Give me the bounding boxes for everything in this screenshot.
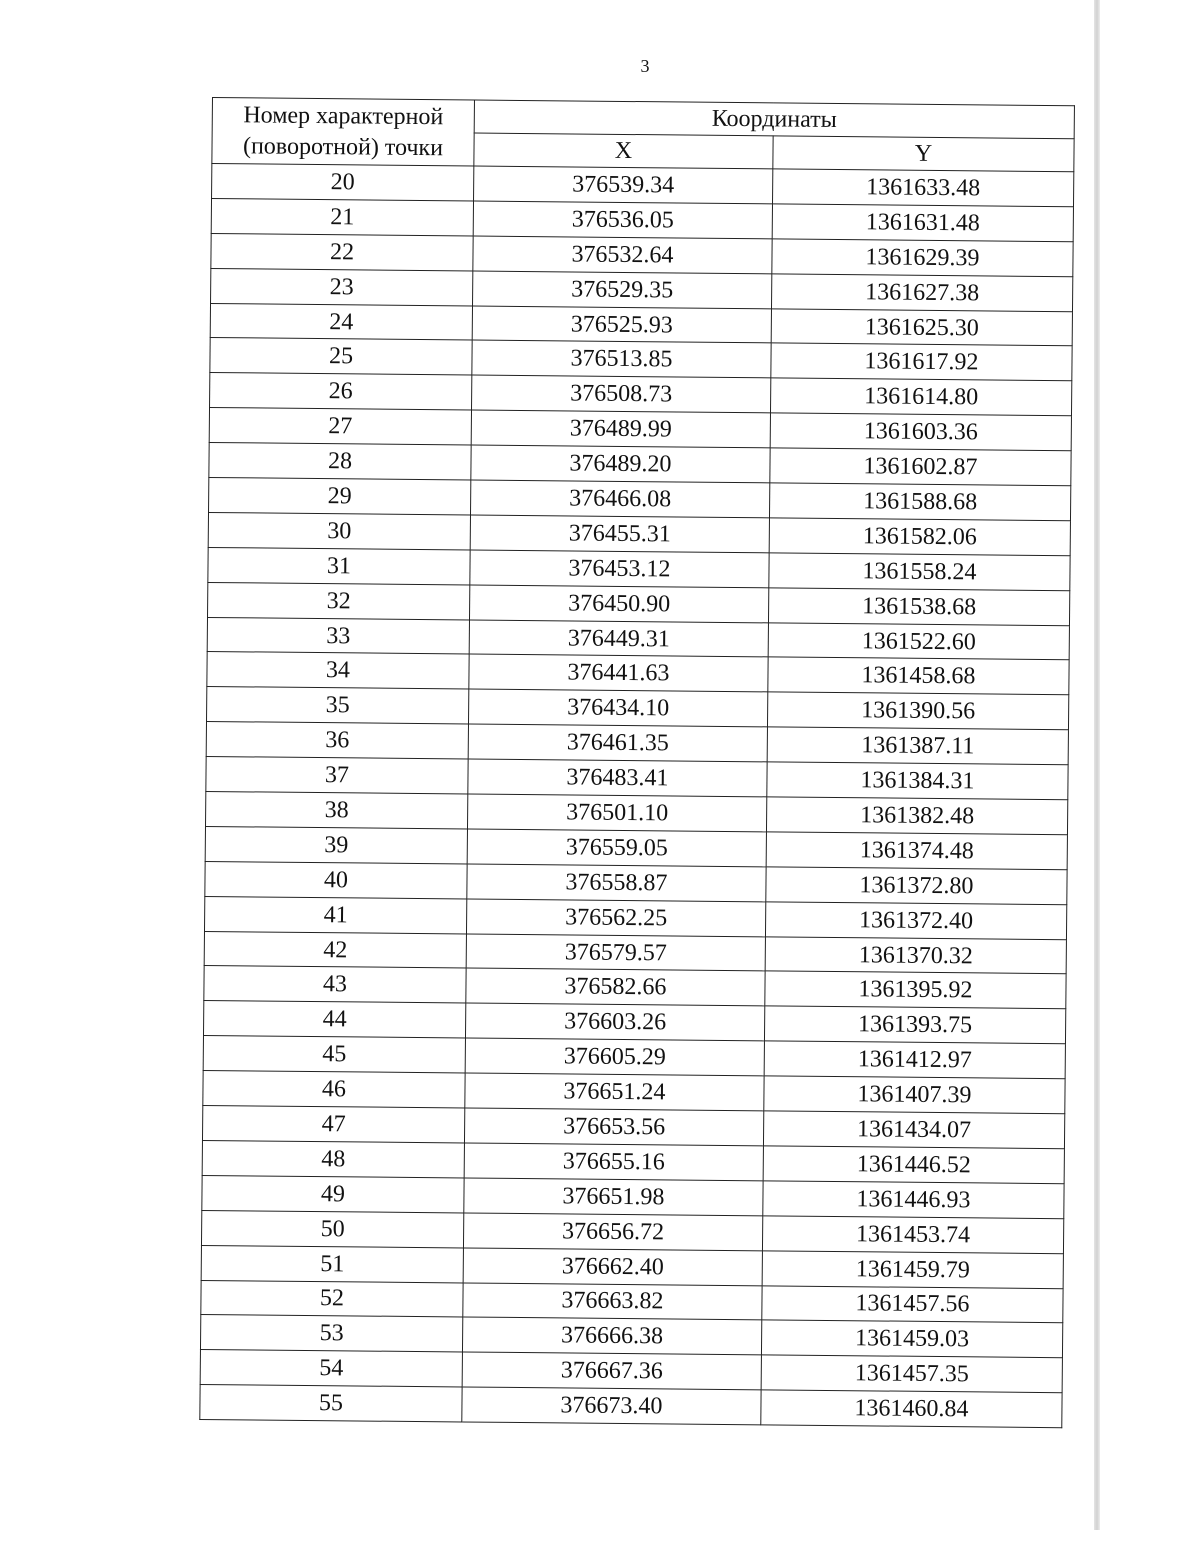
point-number-cell: 46 xyxy=(203,1071,465,1108)
y-coordinate-cell: 1361407.39 xyxy=(764,1076,1065,1114)
x-coordinate-cell: 376562.25 xyxy=(466,899,765,937)
y-coordinate-cell: 1361412.97 xyxy=(764,1041,1065,1079)
x-coordinate-cell: 376651.98 xyxy=(464,1178,763,1216)
point-number-cell: 22 xyxy=(211,233,473,270)
y-coordinate-cell: 1361602.87 xyxy=(770,448,1071,486)
table-body xyxy=(200,164,1074,1428)
y-coordinate-cell: 1361458.68 xyxy=(768,657,1069,695)
x-coordinate-cell: 376655.16 xyxy=(464,1143,763,1181)
point-number-cell: 24 xyxy=(210,303,472,340)
point-header-line1: Номер характерной xyxy=(243,102,444,131)
coordinates-header: Координаты xyxy=(474,100,1074,139)
y-coordinate-cell: 1361382.48 xyxy=(766,797,1067,835)
y-coordinate-cell: 1361446.52 xyxy=(763,1146,1064,1184)
y-coordinate-cell: 1361453.74 xyxy=(762,1216,1063,1254)
point-number-cell: 51 xyxy=(201,1245,463,1282)
y-coordinate-cell: 1361390.56 xyxy=(767,692,1068,730)
point-number-cell: 20 xyxy=(212,164,474,201)
x-coordinate-cell: 376532.64 xyxy=(473,236,772,274)
x-coordinate-cell: 376653.56 xyxy=(464,1108,763,1146)
point-number-cell: 43 xyxy=(204,966,466,1003)
y-coordinate-cell: 1361522.60 xyxy=(768,622,1069,660)
coordinates-table xyxy=(199,97,1075,1428)
y-coordinate-cell: 1361457.35 xyxy=(761,1355,1062,1393)
point-number-cell: 32 xyxy=(208,582,470,619)
x-coordinate-cell: 376651.24 xyxy=(465,1073,764,1111)
y-coordinate-cell: 1361434.07 xyxy=(763,1111,1064,1149)
point-number-cell: 50 xyxy=(201,1210,463,1247)
y-coordinate-cell: 1361393.75 xyxy=(764,1006,1065,1044)
x-coordinate-cell: 376603.26 xyxy=(465,1003,764,1041)
y-coordinate-cell: 1361614.80 xyxy=(770,378,1071,416)
x-coordinate-cell: 376483.41 xyxy=(468,759,767,797)
point-number-cell: 38 xyxy=(205,792,467,829)
x-coordinate-cell: 376579.57 xyxy=(466,934,765,972)
y-coordinate-cell: 1361446.93 xyxy=(763,1181,1064,1219)
point-number-cell: 47 xyxy=(202,1106,464,1143)
page-number: 3 xyxy=(640,56,650,76)
point-number-cell: 53 xyxy=(200,1315,462,1352)
x-coordinate-cell: 376656.72 xyxy=(463,1213,762,1251)
point-number-cell: 28 xyxy=(209,443,471,480)
y-coordinate-cell: 1361460.84 xyxy=(761,1390,1062,1428)
point-number-header xyxy=(212,98,475,167)
x-coordinate-cell: 376501.10 xyxy=(467,794,766,832)
point-number-cell: 52 xyxy=(201,1280,463,1317)
x-coordinate-cell: 376558.87 xyxy=(467,864,766,902)
y-coordinate-cell: 1361374.48 xyxy=(766,832,1067,870)
table-row xyxy=(200,1385,1062,1428)
y-coordinate-cell: 1361629.39 xyxy=(772,239,1073,277)
x-coordinate-cell: 376529.35 xyxy=(473,271,772,309)
point-number-cell: 25 xyxy=(210,338,472,375)
point-number-cell: 37 xyxy=(206,757,468,794)
y-coordinate-cell: 1361617.92 xyxy=(771,343,1072,381)
x-coordinate-cell: 376605.29 xyxy=(465,1038,764,1076)
point-number-cell: 48 xyxy=(202,1140,464,1177)
x-coordinate-cell: 376508.73 xyxy=(472,375,771,413)
x-coordinate-cell: 376449.31 xyxy=(469,620,768,658)
point-number-cell: 30 xyxy=(208,512,470,549)
point-number-cell: 39 xyxy=(205,826,467,863)
y-coordinate-cell: 1361625.30 xyxy=(771,308,1072,346)
x-coordinate-cell: 376662.40 xyxy=(463,1248,762,1286)
y-coordinate-cell: 1361627.38 xyxy=(771,274,1072,312)
scan-edge-shadow xyxy=(1094,0,1100,1530)
point-header-line2: (поворотной) точки xyxy=(242,132,444,161)
x-coordinate-cell: 376667.36 xyxy=(462,1352,761,1390)
x-coordinate-cell: 376461.35 xyxy=(468,724,767,762)
point-number-cell: 42 xyxy=(204,931,466,968)
y-coordinate-cell: 1361459.03 xyxy=(761,1320,1062,1358)
y-coordinate-cell: 1361372.80 xyxy=(766,867,1067,905)
point-number-cell: 45 xyxy=(203,1036,465,1073)
y-coordinate-cell: 1361582.06 xyxy=(769,518,1070,556)
y-coordinate-cell: 1361603.36 xyxy=(770,413,1071,451)
y-coordinate-cell: 1361459.79 xyxy=(762,1250,1063,1288)
y-coordinate-cell: 1361631.48 xyxy=(772,204,1073,242)
x-coordinate-cell: 376539.34 xyxy=(474,166,773,204)
x-coordinate-cell: 376582.66 xyxy=(466,968,765,1006)
point-number-cell: 34 xyxy=(207,652,469,689)
point-number-cell: 54 xyxy=(200,1350,462,1387)
x-coordinate-cell: 376673.40 xyxy=(462,1387,761,1425)
y-header: Y xyxy=(773,136,1074,172)
point-number-cell: 44 xyxy=(203,1001,465,1038)
point-number-cell: 41 xyxy=(204,896,466,933)
x-coordinate-cell: 376450.90 xyxy=(469,585,768,623)
y-coordinate-cell: 1361538.68 xyxy=(768,588,1069,626)
x-coordinate-cell: 376489.99 xyxy=(471,410,770,448)
point-number-cell: 33 xyxy=(207,617,469,654)
y-coordinate-cell: 1361370.32 xyxy=(765,936,1066,974)
point-number-cell: 29 xyxy=(209,478,471,515)
x-header: X xyxy=(474,133,773,169)
point-number-cell: 49 xyxy=(202,1175,464,1212)
point-number-cell: 35 xyxy=(207,687,469,724)
point-number-cell: 23 xyxy=(211,268,473,305)
point-number-cell: 55 xyxy=(200,1385,462,1422)
x-coordinate-cell: 376525.93 xyxy=(472,306,771,344)
x-coordinate-cell: 376455.31 xyxy=(470,515,769,553)
y-coordinate-cell: 1361588.68 xyxy=(769,483,1070,521)
y-coordinate-cell: 1361395.92 xyxy=(765,971,1066,1009)
point-number-cell: 27 xyxy=(209,408,471,445)
y-coordinate-cell: 1361372.40 xyxy=(765,902,1066,940)
x-coordinate-cell: 376536.05 xyxy=(473,201,772,239)
y-coordinate-cell: 1361457.56 xyxy=(762,1285,1063,1323)
x-coordinate-cell: 376466.08 xyxy=(471,480,770,518)
y-coordinate-cell: 1361558.24 xyxy=(769,553,1070,591)
point-number-cell: 40 xyxy=(205,861,467,898)
y-coordinate-cell: 1361387.11 xyxy=(767,727,1068,765)
point-number-cell: 21 xyxy=(211,198,473,235)
x-coordinate-cell: 376489.20 xyxy=(471,445,770,483)
x-coordinate-cell: 376663.82 xyxy=(463,1282,762,1320)
point-number-cell: 26 xyxy=(210,373,472,410)
x-coordinate-cell: 376513.85 xyxy=(472,340,771,378)
x-coordinate-cell: 376441.63 xyxy=(469,654,768,692)
point-number-cell: 36 xyxy=(206,722,468,759)
y-coordinate-cell: 1361633.48 xyxy=(773,169,1074,207)
table-header-row xyxy=(212,98,1074,139)
x-coordinate-cell: 376434.10 xyxy=(468,689,767,727)
x-coordinate-cell: 376453.12 xyxy=(470,550,769,588)
y-coordinate-cell: 1361384.31 xyxy=(767,762,1068,800)
x-coordinate-cell: 376559.05 xyxy=(467,829,766,867)
x-coordinate-cell: 376666.38 xyxy=(462,1317,761,1355)
point-number-cell: 31 xyxy=(208,547,470,584)
